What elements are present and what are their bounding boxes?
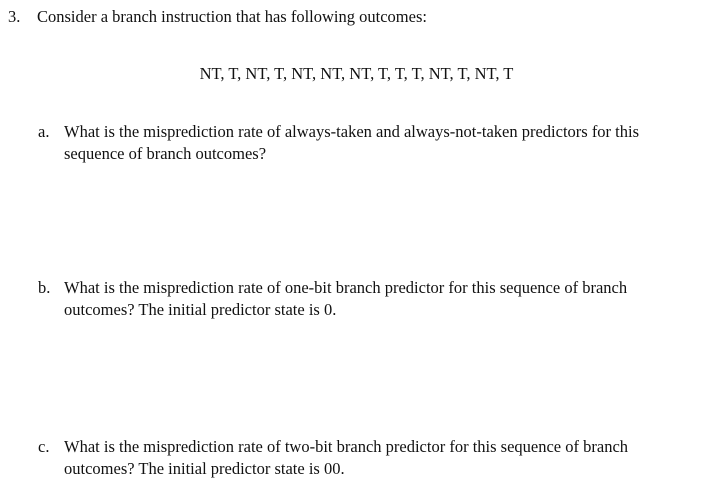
- question-number: 3.: [8, 7, 21, 26]
- subquestion-b-letter: b.: [38, 278, 51, 297]
- question-header: [8, 6, 427, 28]
- subquestion-a-text: What is the misprediction rate of always-taken and always-not-taken predictors for this sequence of branch outcomes?: [64, 122, 640, 163]
- subquestion-a-letter: a.: [38, 122, 50, 141]
- subquestion-a: [38, 121, 698, 165]
- subquestion-c: [38, 436, 698, 480]
- question-prompt: Consider a branch instruction that has following outcomes:: [37, 7, 427, 26]
- subquestion-c-text: What is the misprediction rate of two-bit branch predictor for this sequence of branch outcomes? The initial predictor state is 00.: [64, 437, 629, 478]
- subquestion-c-letter: c.: [38, 437, 50, 456]
- branch-outcome-sequence: NT, T, NT, T, NT, NT, NT, T, T, T, NT, T, NT, T: [199, 64, 514, 83]
- subquestion-b: [38, 277, 698, 321]
- subquestion-b-text: What is the misprediction rate of one-bit branch predictor for this sequence of branch outcomes? The initial predictor state is 0.: [64, 278, 628, 319]
